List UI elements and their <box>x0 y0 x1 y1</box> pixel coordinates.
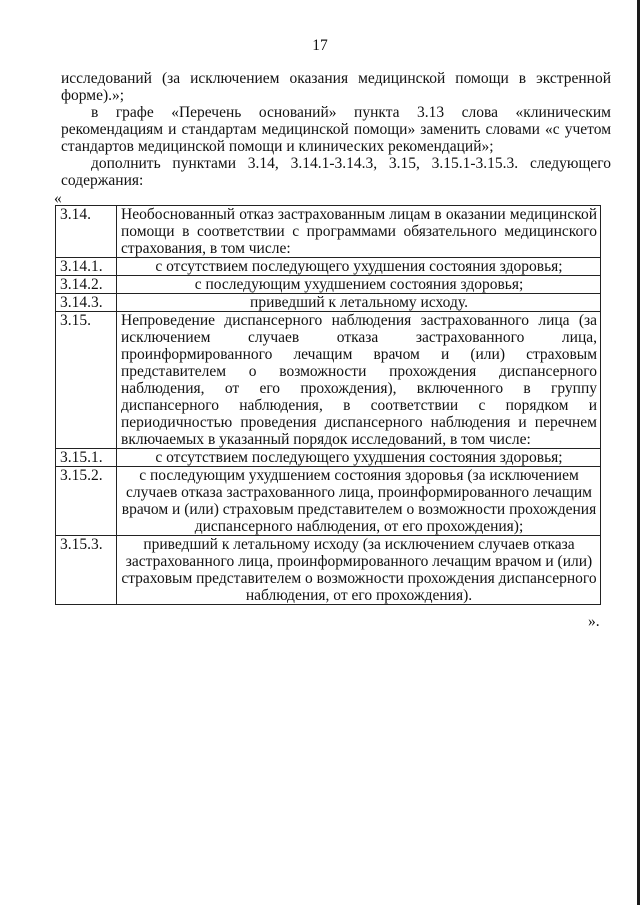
item-description: Необоснованный отказ застрахованным лицам в оказании медицинской помощи в соответствии с программами обязательного медицинского страхования, в том числе: <box>117 206 601 258</box>
item-description: приведший к летальному исходу (за исключением случаев отказа застрахованного лица, проинформированного лечащим врачом и (или) страховым представителем о возможности прохождения диспансерного наблюдения, от его прохождения). <box>117 536 601 605</box>
table-row <box>56 449 601 467</box>
items-table <box>55 205 601 605</box>
paragraph-replace-words: в графе «Перечень оснований» пункта 3.13 слова «клиническим рекомендациям и стандартам медицинской помощи» заменить словами «с учетом стандартов медицинской помощи и клинических рекомендаций»; <box>61 104 611 155</box>
opening-quote: « <box>54 190 62 207</box>
closing-quote: ». <box>588 613 600 630</box>
page-number: 17 <box>312 37 328 54</box>
item-description: с отсутствием последующего ухудшения состояния здоровья; <box>117 449 601 467</box>
item-number: 3.15. <box>56 312 117 449</box>
table-row <box>56 258 601 276</box>
table-row <box>56 294 601 312</box>
item-description: с отсутствием последующего ухудшения состояния здоровья; <box>117 258 601 276</box>
item-description: Непроведение диспансерного наблюдения застрахованного лица (за исключением случаев отказа застрахованного лица, проинформированного лечащим врачом и (или) страховым представителем о возможности прохождения диспансерного наблюдения, от его прохождения), включенного в группу диспансерного наблюдения, в соответствии с порядком и периодичностью проведения диспансерного наблюдения и перечнем включаемых в указанный порядок исследований, в том числе: <box>117 312 601 449</box>
item-number: 3.15.3. <box>56 536 117 605</box>
table-row <box>56 312 601 449</box>
item-description: с последующим ухудшением состояния здоровья (за исключением случаев отказа застрахованного лица, проинформированного лечащим врачом и (или) страховым представителем о возможности прохождения диспансерного наблюдения, от его прохождения); <box>117 467 601 536</box>
table-row <box>56 206 601 258</box>
item-number: 3.14.3. <box>56 294 117 312</box>
item-number: 3.14. <box>56 206 117 258</box>
item-number: 3.15.1. <box>56 449 117 467</box>
paragraph-add-items: дополнить пунктами 3.14, 3.14.1-3.14.3, 3.15, 3.15.1-3.15.3. следующего содержания: <box>61 155 611 189</box>
table-row <box>56 276 601 294</box>
item-number: 3.14.1. <box>56 258 117 276</box>
paragraph-continuation: исследований (за исключением оказания медицинской помощи в экстренной форме).»; <box>61 70 611 104</box>
table-row <box>56 536 601 605</box>
item-number: 3.14.2. <box>56 276 117 294</box>
body-text <box>61 70 611 189</box>
item-description: приведший к летальному исходу. <box>117 294 601 312</box>
table-row <box>56 467 601 536</box>
item-number: 3.15.2. <box>56 467 117 536</box>
item-description: с последующим ухудшением состояния здоровья; <box>117 276 601 294</box>
